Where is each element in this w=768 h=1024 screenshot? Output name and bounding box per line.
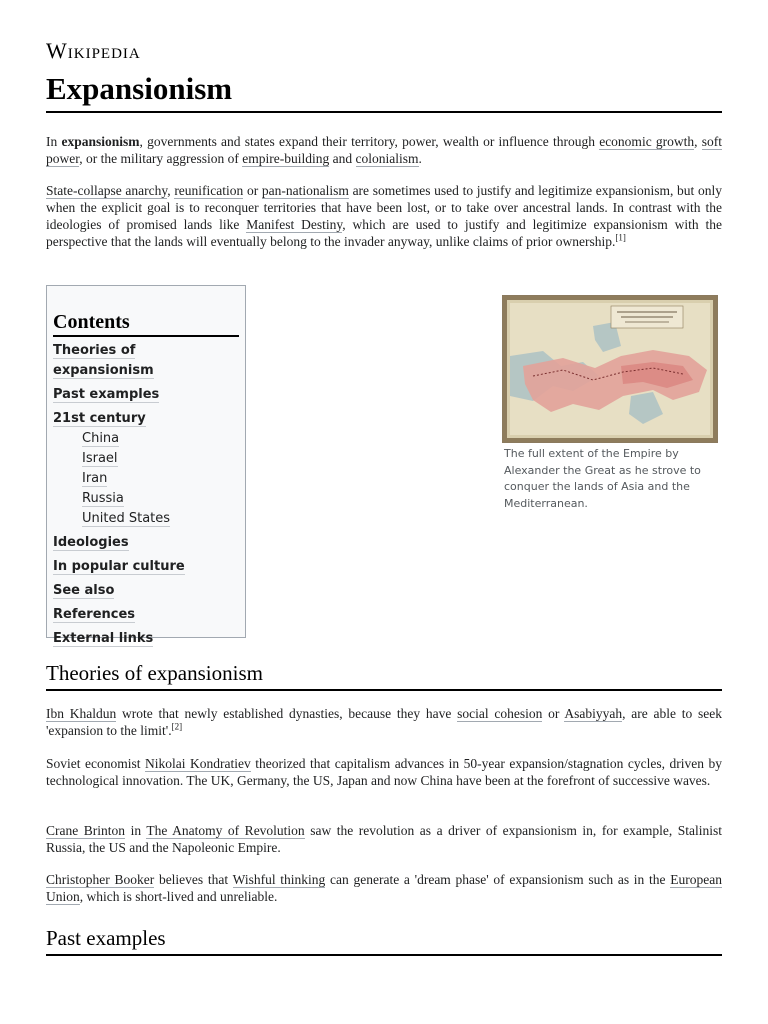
bold-term: expansionism [61,134,140,149]
toc-subitem-united-states[interactable] [82,509,239,529]
text: , which is short-lived and unreliable. [79,889,278,904]
toc-item-label: China [82,431,120,446]
text: , governments and states expand their territory, power, wealth or influence through [139,134,600,149]
text: , which are used to justify and legitimize expansionism with the perspective that the lands will eventually belong to the invader anyway, unlike claims of prior ownership. [46,217,723,249]
theories-paragraph-2 [46,755,722,789]
link-reunification[interactable]: reunification [174,183,244,198]
toc-item-ideologies[interactable] [53,533,239,553]
page-title: Expansionism [46,70,722,113]
thumbnail-figure [502,295,718,512]
toc-item-label: 21st century [53,411,146,426]
toc-item-label: References [53,607,136,622]
text: , or the military aggression of [79,151,243,166]
link-state-collapse-anarchy[interactable]: State-collapse anarchy [46,183,168,198]
toc-subitem-russia[interactable] [82,489,239,509]
toc-item-label: Israel [82,451,118,466]
link-nikolai-kondratiev[interactable]: Nikolai Kondratiev [145,756,251,771]
toc-item-theories[interactable] [53,341,239,381]
toc-item-see-also[interactable] [53,581,239,601]
toc-item-21st-century[interactable] [53,409,239,429]
toc-subitem-china[interactable] [82,429,239,449]
toc-subitem-iran[interactable] [82,469,239,489]
text: or [243,183,262,198]
link-christopher-booker[interactable]: Christopher Booker [46,872,155,887]
table-of-contents [46,285,246,646]
link-pan-nationalism[interactable]: pan-nationalism [261,183,349,198]
wikipedia-wordmark[interactable]: Wikipedia [46,38,141,63]
text: and [329,151,356,166]
link-ibn-khaldun[interactable]: Ibn Khaldun [46,706,117,721]
toc-item-label: United States [82,511,171,526]
text: believes that [154,872,233,887]
link-empire-building[interactable]: empire-building [242,151,330,166]
text: or [542,706,565,721]
link-colonialism[interactable]: colonialism [355,151,419,166]
toc-item-label: Russia [82,491,124,506]
toc-item-label: Ideologies [53,535,129,550]
reference-1[interactable]: [1] [615,232,626,243]
text: theorized that capitalism advances in 50-year expansion/stagnation cycles, driven by technological innovation. The UK, Germany, the US, Japan and now China have been at the forefront of successive waves. [46,756,722,788]
theories-paragraph-4 [46,871,722,905]
link-economic-growth[interactable]: economic growth [599,134,695,149]
text: in [125,823,147,838]
figure-caption: The full extent of the Empire by Alexander the Great as he strove to conquer the lands of Asia and the Mediterranean. [504,447,701,510]
map-illustration [503,296,717,442]
text: , [167,183,175,198]
link-european-union[interactable]: European Union [46,872,722,904]
section-heading-theories: Theories of expansionism [46,661,722,691]
empire-map-image[interactable] [502,295,718,443]
section-heading-past-examples: Past examples [46,926,722,956]
toc-list [53,341,239,649]
link-social-cohesion[interactable]: social cohesion [457,706,543,721]
reference-2[interactable]: [2] [171,721,183,732]
theories-paragraph-3 [46,822,722,856]
text: In [46,134,62,149]
toc-title: Contents [53,311,239,337]
intro-paragraph-1 [46,133,722,167]
toc-item-external-links[interactable] [53,629,239,649]
toc-item-past-examples[interactable] [53,385,239,405]
text: are sometimes used to justify and legitimize expansionism, but only when the explicit goal is to reconquer territories that have been lost, or to take over ancestral lands. In contrast with the ideologies of promised lands like [46,183,722,232]
link-anatomy-of-revolution[interactable]: The Anatomy of Revolution [146,823,305,838]
toc-item-label: Theories of expansionism [53,343,154,378]
toc-item-label: See also [53,583,115,598]
text: , [694,134,702,149]
intro-paragraph-2 [46,182,722,250]
link-crane-brinton[interactable]: Crane Brinton [46,823,126,838]
toc-item-references[interactable] [53,605,239,625]
toc-item-popular-culture[interactable] [53,557,239,577]
text: saw the revolution as a driver of expansionism in, for example, Stalinist Russia, the US and the Napoleonic Empire. [46,823,722,855]
theories-paragraph-1 [46,705,722,739]
toc-item-label: External links [53,631,154,646]
text: wrote that newly established dynasties, because they have [116,706,458,721]
text: Soviet economist [46,756,145,771]
toc-item-label: In popular culture [53,559,185,574]
link-asabiyyah[interactable]: Asabiyyah [564,706,623,721]
link-manifest-destiny[interactable]: Manifest Destiny [246,217,343,232]
toc-subitem-israel[interactable] [82,449,239,469]
toc-item-label: Iran [82,471,108,486]
text: . [418,151,422,166]
text: can generate a 'dream phase' of expansionism such as in the [325,872,671,887]
link-wishful-thinking[interactable]: Wishful thinking [232,872,326,887]
toc-item-label: Past examples [53,387,160,402]
text: , are able to seek 'expansion to the limit'. [46,706,723,738]
link-soft-power[interactable]: soft power [46,134,722,166]
